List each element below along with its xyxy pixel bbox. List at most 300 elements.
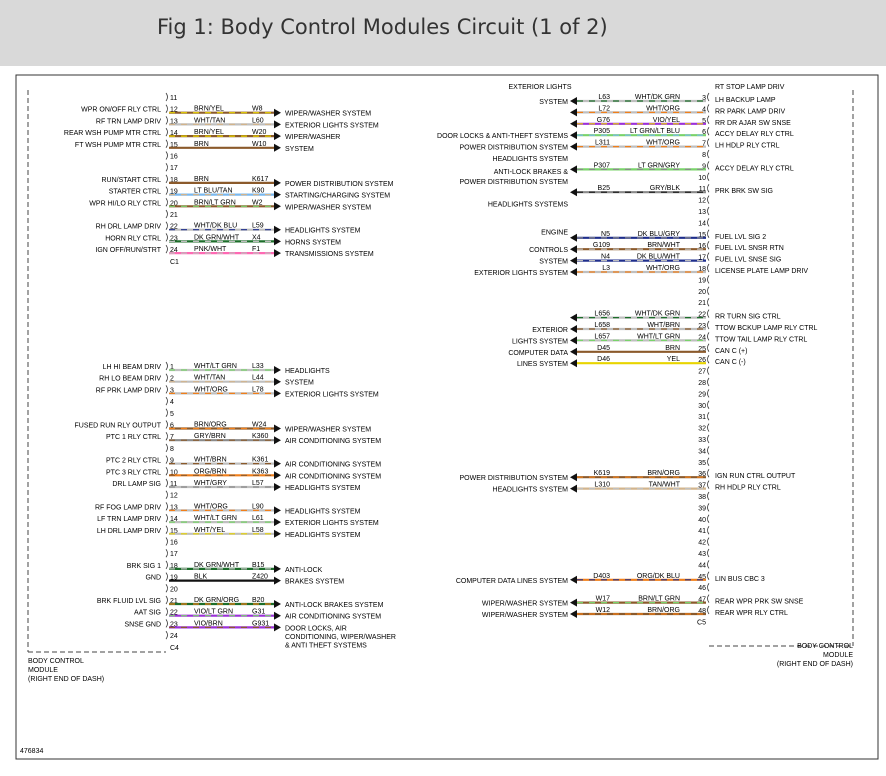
destination-system-label: ANTI-LOCK <box>285 566 323 574</box>
pin-terminal <box>166 573 168 581</box>
circuit-id: L311 <box>594 139 610 147</box>
wire-color-label: BRN/ORG <box>647 470 680 478</box>
arrow-icon <box>274 471 281 479</box>
figure-header <box>0 0 886 66</box>
pin-number: 13 <box>170 504 178 512</box>
pin-number: 13 <box>170 118 178 126</box>
pin-terminal <box>166 362 168 370</box>
pin-number: 28 <box>698 380 706 387</box>
pin-number: 33 <box>698 437 706 444</box>
wire-color-label: VIO/BRN <box>194 620 223 628</box>
destination-system-label: EXTERIOR LIGHTS SYSTEM <box>285 122 379 130</box>
wire-color-label: BRN/LT GRN <box>638 595 680 603</box>
pin-number: 25 <box>698 345 706 353</box>
wire-color-label: TAN/WHT <box>648 481 680 489</box>
pin-terminal <box>166 432 168 440</box>
pin-function-label: RR TURN SIG CTRL <box>715 313 781 321</box>
pin-number: 5 <box>170 410 174 418</box>
pin-terminal <box>166 502 168 510</box>
pin-terminal <box>166 619 168 627</box>
arrow-icon <box>570 131 577 139</box>
wire-color-label: WHT/TAN <box>194 374 226 382</box>
pin-terminal <box>166 549 168 557</box>
source-system-label: SYSTEM <box>539 258 568 266</box>
circuit-id: K360 <box>252 433 269 441</box>
pin-number: 18 <box>170 562 178 570</box>
arrow-icon <box>274 179 281 187</box>
destination-system-label: POWER DISTRIBUTION SYSTEM <box>285 180 394 188</box>
pin-number: 14 <box>698 220 706 228</box>
arrow-icon <box>274 425 281 433</box>
circuit-id: P305 <box>593 128 610 136</box>
pin-number: 17 <box>698 254 706 262</box>
source-system-label: POWER DISTRIBUTION SYSTEM <box>459 475 568 483</box>
pin-terminal <box>708 310 710 318</box>
destination-system-label: HORNS SYSTEM <box>285 239 342 247</box>
arrow-icon <box>274 366 281 374</box>
destination-system-label: EXTERIOR LIGHTS SYSTEM <box>285 520 379 528</box>
pin-number: 39 <box>698 505 706 513</box>
wire-color-label: LT GRN/GRY <box>637 162 680 170</box>
pin-function-label: CAN C (-) <box>715 359 746 367</box>
truncated-pin-label: RT STOP LAMP DRIV <box>715 84 785 91</box>
pin-terminal <box>166 374 168 382</box>
pin-number: 18 <box>170 176 178 184</box>
destination-system-label: & ANTI THEFT SYSTEMS <box>285 642 367 650</box>
pin-number: 9 <box>702 163 706 171</box>
wire-color-label: WHT/TAN <box>194 117 226 125</box>
arrow-icon <box>274 226 281 234</box>
pin-terminal <box>166 444 168 452</box>
pin-number: 24 <box>698 334 706 342</box>
pin-number: 42 <box>698 539 706 547</box>
arrow-icon <box>274 577 281 585</box>
destination-system-label: WIPER/WASHER SYSTEM <box>285 204 372 212</box>
destination-system-label: WIPER/WASHER SYSTEM <box>285 426 372 434</box>
pin-number: 1 <box>170 364 174 371</box>
arrow-icon <box>274 623 281 631</box>
source-system-label: EXTERIOR LIGHTS SYSTEM <box>474 270 568 277</box>
arrow-icon <box>274 109 281 117</box>
pin-number: 23 <box>698 323 706 330</box>
pin-terminal <box>166 538 168 546</box>
destination-system-label: BRAKES SYSTEM <box>285 578 345 586</box>
pin-terminal <box>166 163 168 171</box>
pin-function-label: HORN RLY CTRL <box>105 235 161 243</box>
arrow-icon <box>570 485 577 493</box>
circuit-id: W12 <box>595 607 610 614</box>
wire-color-label: LT BLU/TAN <box>194 187 233 195</box>
pin-number: 15 <box>170 141 178 149</box>
pin-terminal <box>166 222 168 230</box>
pin-terminal <box>708 389 710 397</box>
wire-color-label: BRN/LT GRN <box>194 199 236 207</box>
source-system-label: WIPER/WASHER SYSTEM <box>481 600 568 608</box>
circuit-id: L63 <box>598 94 610 101</box>
pin-number: 21 <box>698 300 706 308</box>
pin-number: 24 <box>170 247 178 255</box>
arrow-icon <box>274 202 281 210</box>
pin-number: 10 <box>170 469 178 477</box>
arrow-icon <box>274 600 281 608</box>
circuit-id: L656 <box>594 310 610 318</box>
pin-number: 8 <box>702 152 706 159</box>
pin-number: 43 <box>698 551 706 558</box>
pin-terminal <box>708 435 710 443</box>
circuit-id: L72 <box>598 105 610 113</box>
arrow-icon <box>274 565 281 573</box>
destination-system-label: HEADLIGHTS SYSTEM <box>285 227 361 235</box>
pin-number: 15 <box>170 527 178 535</box>
pin-function-label: IGN RUN CTRL OUTPUT <box>715 473 796 481</box>
pin-number: 19 <box>170 188 178 196</box>
circuit-id: N5 <box>601 230 610 238</box>
pin-number: 4 <box>702 106 706 114</box>
pin-terminal <box>708 560 710 568</box>
figure-number: 476834 <box>20 748 44 755</box>
destination-system-label: SYSTEM <box>285 379 314 387</box>
pin-number: 2 <box>170 375 174 383</box>
arrow-icon <box>570 234 577 242</box>
circuit-id: N4 <box>601 253 610 261</box>
pin-number: 19 <box>170 574 178 582</box>
source-system-label: POWER DISTRIBUTION SYSTEM <box>459 144 568 152</box>
arrow-icon <box>274 530 281 538</box>
source-system-label: ANTI-LOCK BRAKES & <box>493 169 568 177</box>
circuit-id: L33 <box>252 363 264 370</box>
pin-terminal <box>166 491 168 499</box>
circuit-id: G109 <box>592 242 610 250</box>
wire-color-label: BRN/ORG <box>647 607 680 614</box>
wire-color-label: BLK <box>194 573 208 581</box>
pin-number: 21 <box>170 598 178 605</box>
wire-color-label: WHT/LT GRN <box>637 333 680 341</box>
wire-color-label: PNK/WHT <box>194 246 227 254</box>
pin-function-label: RR DR AJAR SW SNSE <box>715 119 791 127</box>
pin-number: 18 <box>698 266 706 273</box>
circuit-id: F1 <box>252 246 261 254</box>
circuit-id: L58 <box>252 526 264 534</box>
pin-number: 22 <box>698 311 706 319</box>
circuit-id: L57 <box>252 480 264 487</box>
module-label-left-3: (RIGHT END OF DASH) <box>28 676 105 683</box>
pin-terminal <box>166 233 168 241</box>
destination-system-label: AIR CONDITIONING SYSTEM <box>285 461 382 469</box>
circuit-id: W8 <box>252 105 263 113</box>
arrow-icon <box>570 599 577 607</box>
pin-terminal <box>166 479 168 487</box>
destination-system-label: WIPER/WASHER <box>285 134 341 142</box>
destination-system-label: SYSTEM <box>285 145 314 153</box>
module-label-right-1: BODY CONTROL <box>797 643 853 650</box>
wire-color-label: WHT/DK GRN <box>634 310 680 318</box>
arrow-icon <box>274 191 281 199</box>
pin-number: 13 <box>698 209 706 216</box>
pin-function-label: RUN/START CTRL <box>101 176 161 184</box>
wire-color-label: BRN <box>665 344 680 352</box>
pin-number: 4 <box>170 399 174 407</box>
circuit-id: L3 <box>602 265 610 272</box>
circuit-id: K90 <box>252 187 265 195</box>
arrow-icon <box>570 359 577 367</box>
pin-number: 36 <box>698 471 706 479</box>
pin-number: 41 <box>698 528 706 536</box>
circuit-id: L310 <box>594 481 610 489</box>
pin-function-label: FUSED RUN RLY OUTPUT <box>74 422 161 430</box>
pin-terminal <box>166 456 168 464</box>
pin-function-label: BRK SIG 1 <box>126 562 161 570</box>
wire-color-label: WHT/DK BLU <box>194 222 238 230</box>
arrow-icon <box>274 249 281 257</box>
pin-number: 12 <box>170 106 178 114</box>
pin-function-label: RF FOG LAMP DRIV <box>95 504 161 512</box>
pin-number: 9 <box>170 457 174 465</box>
pin-function-label: GND <box>145 574 161 582</box>
circuit-id: L90 <box>252 503 264 511</box>
wire-color-label: WHT/ORG <box>646 265 680 272</box>
destination-system-label: DOOR LOCKS, AIR <box>285 625 347 633</box>
pin-terminal <box>708 344 710 352</box>
wire-color-label: VIO/YEL <box>652 116 680 124</box>
pin-number: 21 <box>170 212 178 219</box>
pin-number: 11 <box>170 95 178 102</box>
circuit-id: K361 <box>252 456 269 464</box>
pin-function-label: SNSE GND <box>124 621 161 629</box>
circuit-id: X4 <box>252 234 261 242</box>
module-label-left-1: BODY CONTROL <box>28 658 84 665</box>
pin-number: 7 <box>170 434 174 442</box>
pin-function-label: RF TRN LAMP DRIV <box>95 118 161 126</box>
circuit-id: W10 <box>252 140 267 148</box>
pin-terminal <box>708 161 710 169</box>
pin-number: 20 <box>698 288 706 296</box>
pin-number: 19 <box>698 277 706 285</box>
wire-color-label: DK BLU/WHT <box>636 253 680 261</box>
pin-terminal <box>708 424 710 432</box>
pin-function-label: RH DRL LAMP DRIV <box>95 223 161 231</box>
pin-terminal <box>708 572 710 580</box>
pin-number: 31 <box>698 414 706 422</box>
wire-color-label: GRY/BLK <box>649 185 680 193</box>
arrow-icon <box>570 165 577 173</box>
pin-terminal <box>708 218 710 226</box>
pin-number: 22 <box>170 223 178 231</box>
pin-number: 32 <box>698 425 706 433</box>
destination-system-label: HEADLIGHTS SYSTEM <box>285 485 361 492</box>
pin-terminal <box>708 253 710 261</box>
pin-function-label: RF PRK LAMP DRIV <box>95 387 161 395</box>
pin-number: 20 <box>170 200 178 208</box>
pin-number: 46 <box>698 585 706 593</box>
destination-system-label: STARTING/CHARGING SYSTEM <box>285 192 391 200</box>
pin-terminal <box>708 549 710 557</box>
circuit-id: G76 <box>596 116 610 124</box>
pin-terminal <box>708 606 710 614</box>
wire-color-label: WHT/GRY <box>194 480 227 487</box>
pin-number: 38 <box>698 494 706 501</box>
pin-terminal <box>708 230 710 238</box>
arrow-icon <box>570 108 577 116</box>
pin-function-label: PTC 1 RLY CTRL <box>106 434 161 442</box>
circuit-id: P307 <box>593 162 610 170</box>
pin-terminal <box>166 526 168 534</box>
pin-function-label: BRK FLUID LVL SIG <box>96 598 161 605</box>
arrow-icon <box>570 257 577 265</box>
pin-terminal <box>708 93 710 101</box>
pin-terminal <box>166 561 168 569</box>
pin-number: 14 <box>170 130 178 138</box>
pin-number: 30 <box>698 402 706 410</box>
pin-function-label: TTOW TAIL LAMP RLY CTRL <box>715 336 808 344</box>
wire-color-label: GRY/BRN <box>194 433 226 441</box>
pin-terminal <box>708 127 710 135</box>
wire-color-label: WHT/DK GRN <box>634 94 680 101</box>
destination-system-label: TRANSMISSIONS SYSTEM <box>285 251 374 259</box>
connector-label: C5 <box>697 619 706 627</box>
wire-color-label: WHT/ORG <box>194 503 228 511</box>
pin-terminal <box>166 409 168 417</box>
source-system-label: POWER DISTRIBUTION SYSTEM <box>459 178 568 186</box>
pin-function-label: FUEL LVL SNSR RTN <box>715 245 784 253</box>
wire-color-label: BRN <box>194 175 209 183</box>
pin-terminal <box>166 397 168 405</box>
pin-terminal <box>708 264 710 272</box>
pin-number: 40 <box>698 516 706 524</box>
pin-number: 48 <box>698 608 706 615</box>
pin-number: 6 <box>702 129 706 137</box>
pin-number: 35 <box>698 459 706 467</box>
pin-terminal <box>708 515 710 523</box>
pin-number: 11 <box>698 186 706 194</box>
circuit-id: B20 <box>252 597 265 604</box>
pin-number: 37 <box>698 482 706 490</box>
pin-number: 14 <box>170 516 178 524</box>
module-label-right-2: MODULE <box>823 652 853 659</box>
wire-color-label: DK GRN/WHT <box>194 561 240 569</box>
pin-terminal <box>166 187 168 195</box>
pin-terminal <box>166 152 168 160</box>
circuit-id: G31 <box>252 608 266 616</box>
pin-number: 24 <box>170 633 178 641</box>
pin-number: 15 <box>698 231 706 239</box>
arrow-icon <box>274 378 281 386</box>
arrow-icon <box>274 144 281 152</box>
arrow-icon <box>570 97 577 105</box>
connector-c5 <box>437 84 817 626</box>
pin-number: 45 <box>698 573 706 581</box>
arrow-icon <box>570 576 577 584</box>
pin-function-label: AAT SIG <box>134 609 161 617</box>
pin-terminal <box>166 421 168 429</box>
circuit-id: L658 <box>594 322 610 329</box>
pin-number: 5 <box>702 117 706 125</box>
source-system-label: DOOR LOCKS & ANTI-THEFT SYSTEMS <box>437 133 568 141</box>
pin-number: 12 <box>698 197 706 205</box>
pin-terminal <box>166 467 168 475</box>
pin-function-label: LIN BUS CBC 3 <box>715 575 765 583</box>
pin-terminal <box>708 184 710 192</box>
wire-color-label: WHT/YEL <box>194 526 226 534</box>
pin-terminal <box>166 128 168 136</box>
pin-terminal <box>708 241 710 249</box>
arrow-icon <box>570 610 577 618</box>
pin-function-label: LH BACKUP LAMP <box>715 97 776 104</box>
source-system-label: HEADLIGHTS SYSTEMS <box>487 201 568 209</box>
pin-terminal <box>166 175 168 183</box>
arrow-icon <box>570 336 577 344</box>
pin-number: 8 <box>170 445 174 453</box>
source-system-label: WIPER/WASHER SYSTEM <box>481 612 568 619</box>
pin-number: 3 <box>170 387 174 395</box>
pin-terminal <box>708 492 710 500</box>
pin-terminal <box>708 332 710 340</box>
circuit-id: K619 <box>593 470 610 478</box>
pin-function-label: PRK BRK SW SIG <box>715 188 773 196</box>
wire-color-label: DK BLU/GRY <box>637 230 680 238</box>
pin-number: 16 <box>698 243 706 251</box>
pin-function-label: RH HDLP RLY CTRL <box>715 484 781 492</box>
pin-terminal <box>166 210 168 218</box>
circuit-id: K363 <box>252 468 269 476</box>
pin-function-label: REAR WSH PUMP MTR CTRL <box>63 130 161 138</box>
pin-function-label: LF TRN LAMP DRIV <box>97 516 161 524</box>
source-system-label: HEADLIGHTS SYSTEM <box>492 486 568 494</box>
pin-terminal <box>708 458 710 466</box>
pin-terminal <box>708 446 710 454</box>
pin-number: 47 <box>698 596 706 604</box>
pin-terminal <box>708 298 710 306</box>
arrow-icon <box>274 483 281 491</box>
pin-function-label: PTC 3 RLY CTRL <box>106 469 161 477</box>
destination-system-label: AIR CONDITIONING SYSTEM <box>285 473 382 481</box>
wire-color-label: VIO/LT GRN <box>194 608 234 616</box>
module-label-right-3: (RIGHT END OF DASH) <box>776 661 853 668</box>
pin-terminal <box>708 116 710 124</box>
pin-function-label: DRL LAMP SIG <box>112 481 161 488</box>
pin-function-label: ACCY DELAY RLY CTRL <box>715 165 794 173</box>
arrow-icon <box>274 237 281 245</box>
pin-terminal <box>708 367 710 375</box>
circuit-id: L60 <box>252 117 264 125</box>
pin-number: 7 <box>702 140 706 148</box>
pin-terminal <box>166 631 168 639</box>
destination-system-label: HEADLIGHTS SYSTEM <box>285 531 361 539</box>
pin-terminal <box>166 608 168 616</box>
pin-function-label: CAN C (+) <box>715 347 748 355</box>
circuit-id: D45 <box>597 344 610 352</box>
pin-function-label: ACCY DELAY RLY CTRL <box>715 131 794 139</box>
arrow-icon <box>570 473 577 481</box>
source-system-label: COMPUTER DATA LINES SYSTEM <box>455 577 568 585</box>
arrow-icon <box>570 188 577 196</box>
pin-terminal <box>708 503 710 511</box>
wire-color-label: ORG/DK BLU <box>636 572 680 580</box>
pin-terminal <box>166 140 168 148</box>
arrow-icon <box>274 436 281 444</box>
circuit-id: W20 <box>252 129 267 137</box>
wire-color-label: WHT/LT GRN <box>194 363 237 370</box>
pin-number: 22 <box>170 609 178 617</box>
source-system-label: LINES SYSTEM <box>517 361 568 369</box>
destination-system-label: HEADLIGHTS <box>285 368 330 375</box>
source-system-label: CONTROLS <box>529 247 568 255</box>
wire-color-label: BRN/YEL <box>194 129 224 137</box>
circuit-id: B15 <box>252 561 265 569</box>
pin-terminal <box>166 584 168 592</box>
destination-system-label: AIR CONDITIONING SYSTEM <box>285 438 382 446</box>
wire-color-label: ORG/BRN <box>194 468 227 476</box>
destination-system-label: HEADLIGHTS SYSTEM <box>285 508 361 516</box>
